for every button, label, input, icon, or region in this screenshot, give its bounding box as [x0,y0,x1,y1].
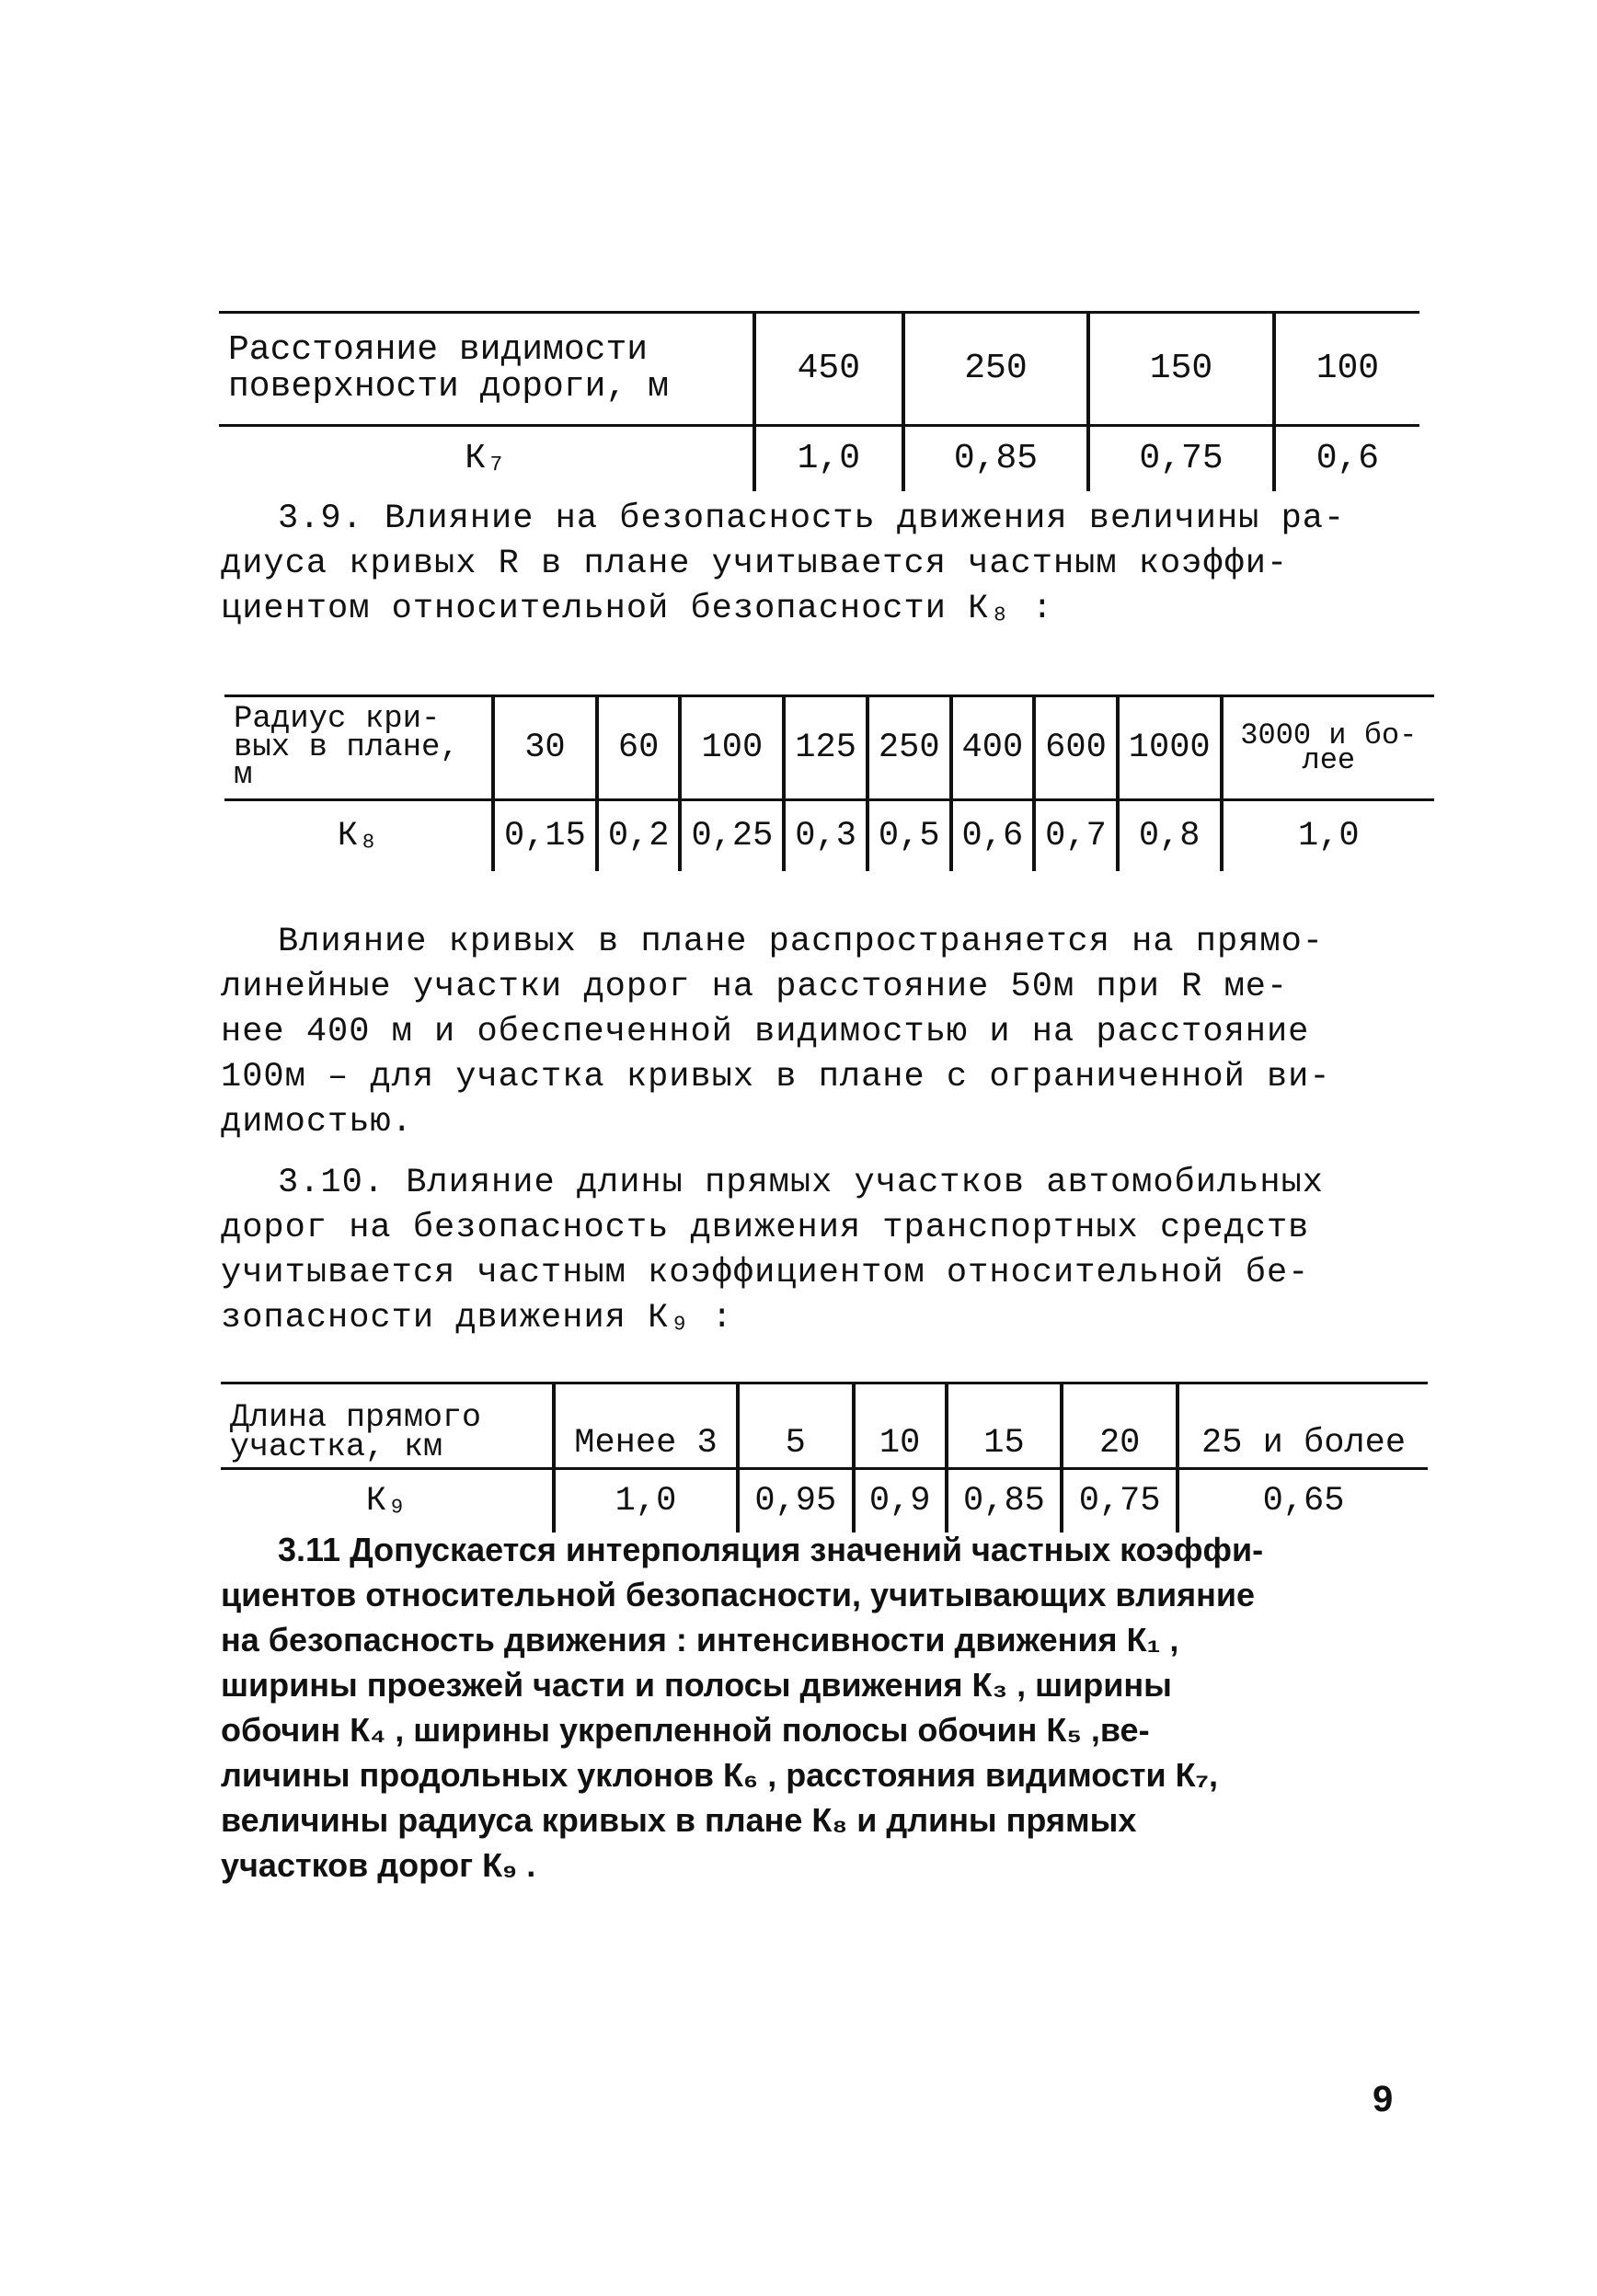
table-row [224,800,1434,872]
table-row [221,1469,1428,1533]
text-line: циентом относительной безопасности К₈ : [221,590,1053,628]
paragraph-3-11 [221,1527,1435,1888]
visibility-distance-table [219,311,1419,491]
table-cell: 0,9 [854,1469,947,1533]
table-cell: 3000 и бо-лее [1222,696,1434,800]
text-line: димостью. [221,1103,413,1142]
table-cell: 20 [1062,1383,1178,1469]
table-cell: 0,6 [1274,426,1419,492]
table-cell: 400 [951,696,1035,800]
text-line: на безопасность движения : интенсивности движения К₁ , [221,1621,1179,1659]
text-line: учитывается частным коэффициентом относительной бе- [221,1254,1310,1292]
table-cell: 0,15 [493,800,597,872]
text-line: диуса кривых R в плане учитывается частным коэффи- [221,545,1289,583]
table-row [221,1383,1428,1469]
table-header-cell: Расстояние видимости поверхности дороги, м [219,313,754,426]
table-row [219,313,1419,426]
curve-radius-table [224,695,1434,871]
table-cell: 25 и более [1178,1383,1428,1469]
table-cell: 0,85 [947,1469,1063,1533]
table-cell: 150 [1088,313,1274,426]
table-cell: 0,75 [1088,426,1274,492]
table-cell: 30 [493,696,597,800]
text-line: обочин К₄ , ширины укрепленной полосы обочин К₅ ,ве- [221,1711,1150,1749]
table-cell: 0,2 [597,800,681,872]
text-line: дорог на безопасность движения транспортных средств [221,1209,1310,1247]
table-cell: 0,8 [1118,800,1222,872]
text-line: ширины проезжей части и полосы движения К₃ , ширины [221,1666,1172,1704]
text-line: 3.11 Допускается интерполяция значений частных коэффи- [278,1531,1264,1568]
paragraph-curve-influence [221,920,1435,1145]
text-line: зопасности движения К₉ : [221,1299,733,1337]
text-line: 3.9. Влияние на безопасность движения величины ра- [278,499,1346,538]
text-line: линейные участки дорог на расстояние 50м при R ме- [221,968,1289,1006]
table-cell: 0,95 [738,1469,854,1533]
table-cell: 1,0 [754,426,903,492]
table-cell: 60 [597,696,681,800]
table-cell: 0,85 [903,426,1089,492]
table-cell: 0,7 [1034,800,1118,872]
table-cell: 10 [854,1383,947,1469]
table-cell: 0,6 [951,800,1035,872]
table-cell: Менее 3 [554,1383,738,1469]
table-cell: 15 [947,1383,1063,1469]
coefficient-label: К₉ [365,1481,408,1521]
table-cell: 1000 [1118,696,1222,800]
table-cell: 250 [903,313,1089,426]
table-cell: 600 [1034,696,1118,800]
table-cell: 100 [680,696,784,800]
table-cell: 125 [784,696,867,800]
table-cell: 250 [867,696,951,800]
table-header-cell: Радиус кри-вых в плане, м [224,696,493,800]
straight-length-table [221,1382,1428,1533]
paragraph-3-10 [221,1161,1435,1341]
text-line: 3.10. Влияние длины прямых участков автомобильных [278,1164,1324,1202]
table-cell: 1,0 [554,1469,738,1533]
table-cell: 450 [754,313,903,426]
paragraph-3-9 [221,497,1435,632]
table-row [219,426,1419,492]
table-cell: 0,3 [784,800,867,872]
table-cell: 0,25 [680,800,784,872]
table-cell: 0,5 [867,800,951,872]
table-cell: 0,75 [1062,1469,1178,1533]
table-cell: 100 [1274,313,1419,426]
text-line: Влияние кривых в плане распространяется на прямо- [278,923,1324,961]
text-line: участков дорог К₉ . [221,1846,536,1884]
coefficient-label: К₇ [465,439,507,479]
text-line: нее 400 м и обеспеченной видимостью и на расстояние [221,1013,1310,1051]
text-line: циентов относительной безопасности, учитывающих влияние [221,1576,1255,1613]
table-cell: 1,0 [1222,800,1434,872]
table-header-cell: Длина прямого участка, км [221,1383,554,1469]
table-row [224,696,1434,800]
text-line: личины продольных уклонов К₆ , расстояния видимости К₇, [221,1756,1218,1794]
text-line: величины радиуса кривых в плане К₈ и длины прямых [221,1801,1137,1839]
text-line: 100м – для участка кривых в плане с ограниченной ви- [221,1058,1331,1096]
page-number: 9 [1373,2079,1394,2119]
table-cell: 5 [738,1383,854,1469]
coefficient-label: К₈ [337,816,379,855]
table-cell: 0,65 [1178,1469,1428,1533]
